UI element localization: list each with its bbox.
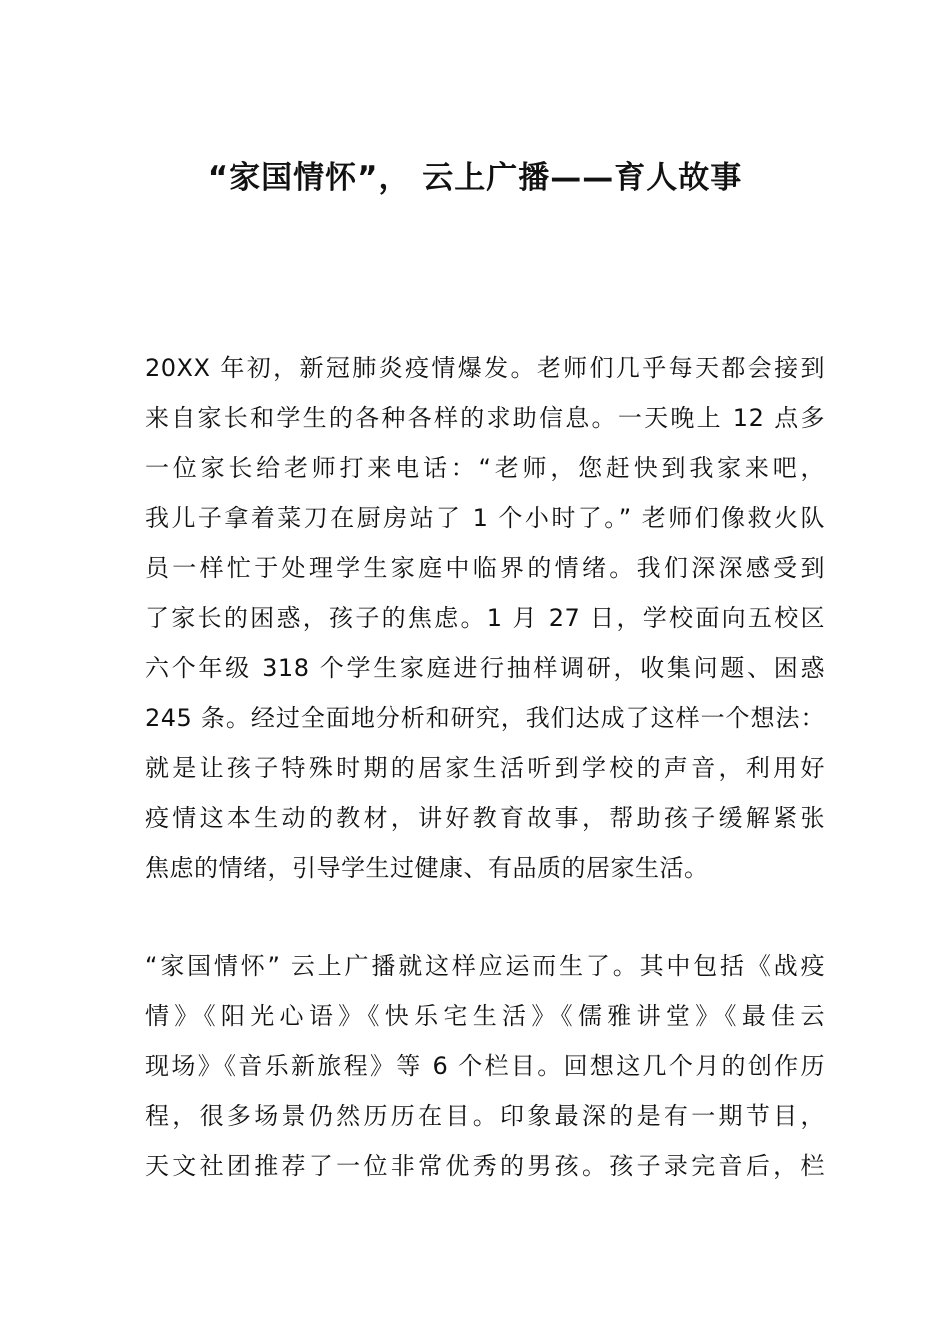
paragraph-line: 焦虑的情绪，引导学生过健康、有品质的居家生活。 (145, 854, 709, 882)
paragraph-line: “家国情怀” 云上广播就这样应运而生了。其中包括《战疫 (145, 952, 825, 980)
paragraph-line: 疫情这本生动的教材，讲好教育故事，帮助孩子缓解紧张 (145, 804, 825, 832)
body-paragraph-1 (145, 343, 825, 893)
paragraph-line: 程，很多场景仍然历历在目。印象最深的是有一期节目， (145, 1102, 825, 1130)
paragraph-line: 现场》《音乐新旅程》等 6 个栏目。回想这几个月的创作历 (145, 1052, 825, 1080)
paragraph-line: 了家长的困惑，孩子的焦虑。1 月 27 日，学校面向五校区 (145, 604, 825, 632)
paragraph-line: 情》《阳光心语》《快乐宅生活》《儒雅讲堂》《最佳云 (145, 1002, 825, 1030)
paragraph-line: 员一样忙于处理学生家庭中临界的情绪。我们深深感受到 (145, 554, 825, 582)
paragraph-line: 天文社团推荐了一位非常优秀的男孩。孩子录完音后，栏 (145, 1152, 825, 1180)
body-paragraph-2 (145, 941, 825, 1191)
document-title: “家国情怀”， 云上广播——育人故事 (207, 160, 743, 196)
paragraph-line: 20XX 年初，新冠肺炎疫情爆发。老师们几乎每天都会接到 (145, 354, 825, 382)
paragraph-line: 245 条。经过全面地分析和研究，我们达成了这样一个想法： (145, 704, 825, 732)
paragraph-line: 我儿子拿着菜刀在厨房站了 1 个小时了。” 老师们像救火队 (145, 504, 825, 532)
paragraph-line: 一位家长给老师打来电话：“老师，您赶快到我家来吧， (145, 454, 825, 482)
paragraph-line: 六个年级 318 个学生家庭进行抽样调研，收集问题、困惑 (145, 654, 825, 682)
paragraph-line: 来自家长和学生的各种各样的求助信息。一天晚上 12 点多 (145, 404, 825, 432)
paragraph-line: 就是让孩子特殊时期的居家生活听到学校的声音，利用好 (145, 754, 825, 782)
